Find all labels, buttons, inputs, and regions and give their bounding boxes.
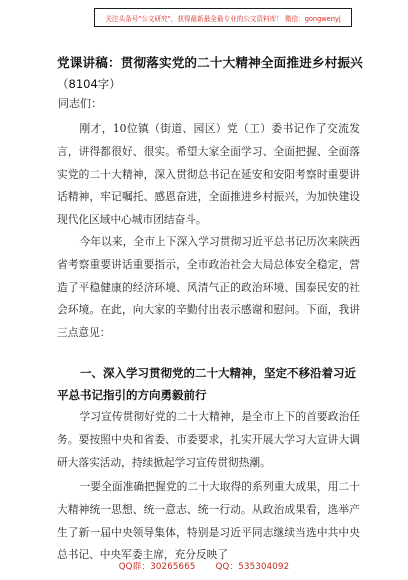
- word-count: （8104字）: [57, 77, 121, 91]
- body-paragraph: 学习宣传贯彻好党的二十大精神，是全市上下的首要政治任务。要按照中央和省委、市委要求，扎实开展大学习大宣讲大调研大落实活动，持续掀起学习宣传贯彻热潮。: [57, 410, 360, 469]
- body-paragraph: 一要全面准确把握党的二十大取得的系列重大成果，用二十大精神统一思想、统一意志、统一行动。从政治成果看，选举产生了新一届中央领导集体，特别是习近平同志继续当选中共中央总书记、中央军委主席，充分反映了: [57, 480, 360, 562]
- footer-qq: QQ：535304092: [215, 562, 290, 572]
- salutation: 同志们：: [58, 97, 102, 110]
- footer-contact: [0, 560, 408, 578]
- document-title: 党课讲稿：贯彻落实党的二十大精神全面推进乡村振兴: [57, 55, 363, 70]
- body-paragraph: 刚才，10位镇（街道、园区）党（工）委书记作了交流发言，讲得都很好、很实。希望大家全面学习、全面把握、全面落实党的二十大精神，深入贯彻总书记在延安和安阳考察时重要讲话精神，牢记嘱托、感恩奋进，全面推进乡村振兴，为加快建设现代化区域中心城市团结奋斗。: [57, 122, 360, 227]
- promo-banner: [94, 8, 352, 27]
- body-paragraph: 今年以来，全市上下深入学习贯彻习近平总书记历次来陕西省考察重要讲话重要指示，全市政治社会大局总体安全稳定，营造了平稳健康的经济环境、风清气正的政治环境、国泰民安的社会环境。在此，向大家的辛勤付出表示感谢和慰问。下面，我讲三点意见：: [57, 235, 360, 340]
- footer-qq-group: QQ群：30265665: [118, 562, 196, 572]
- promo-banner-text: 关注头条号"公文研究"，获得最新最全最专业的公文资料库！ 微信：gongwenyj: [105, 14, 341, 23]
- section-heading: 一、深入学习贯彻党的二十大精神，坚定不移沿着习近平总书记指引的方向勇毅前行: [57, 366, 356, 402]
